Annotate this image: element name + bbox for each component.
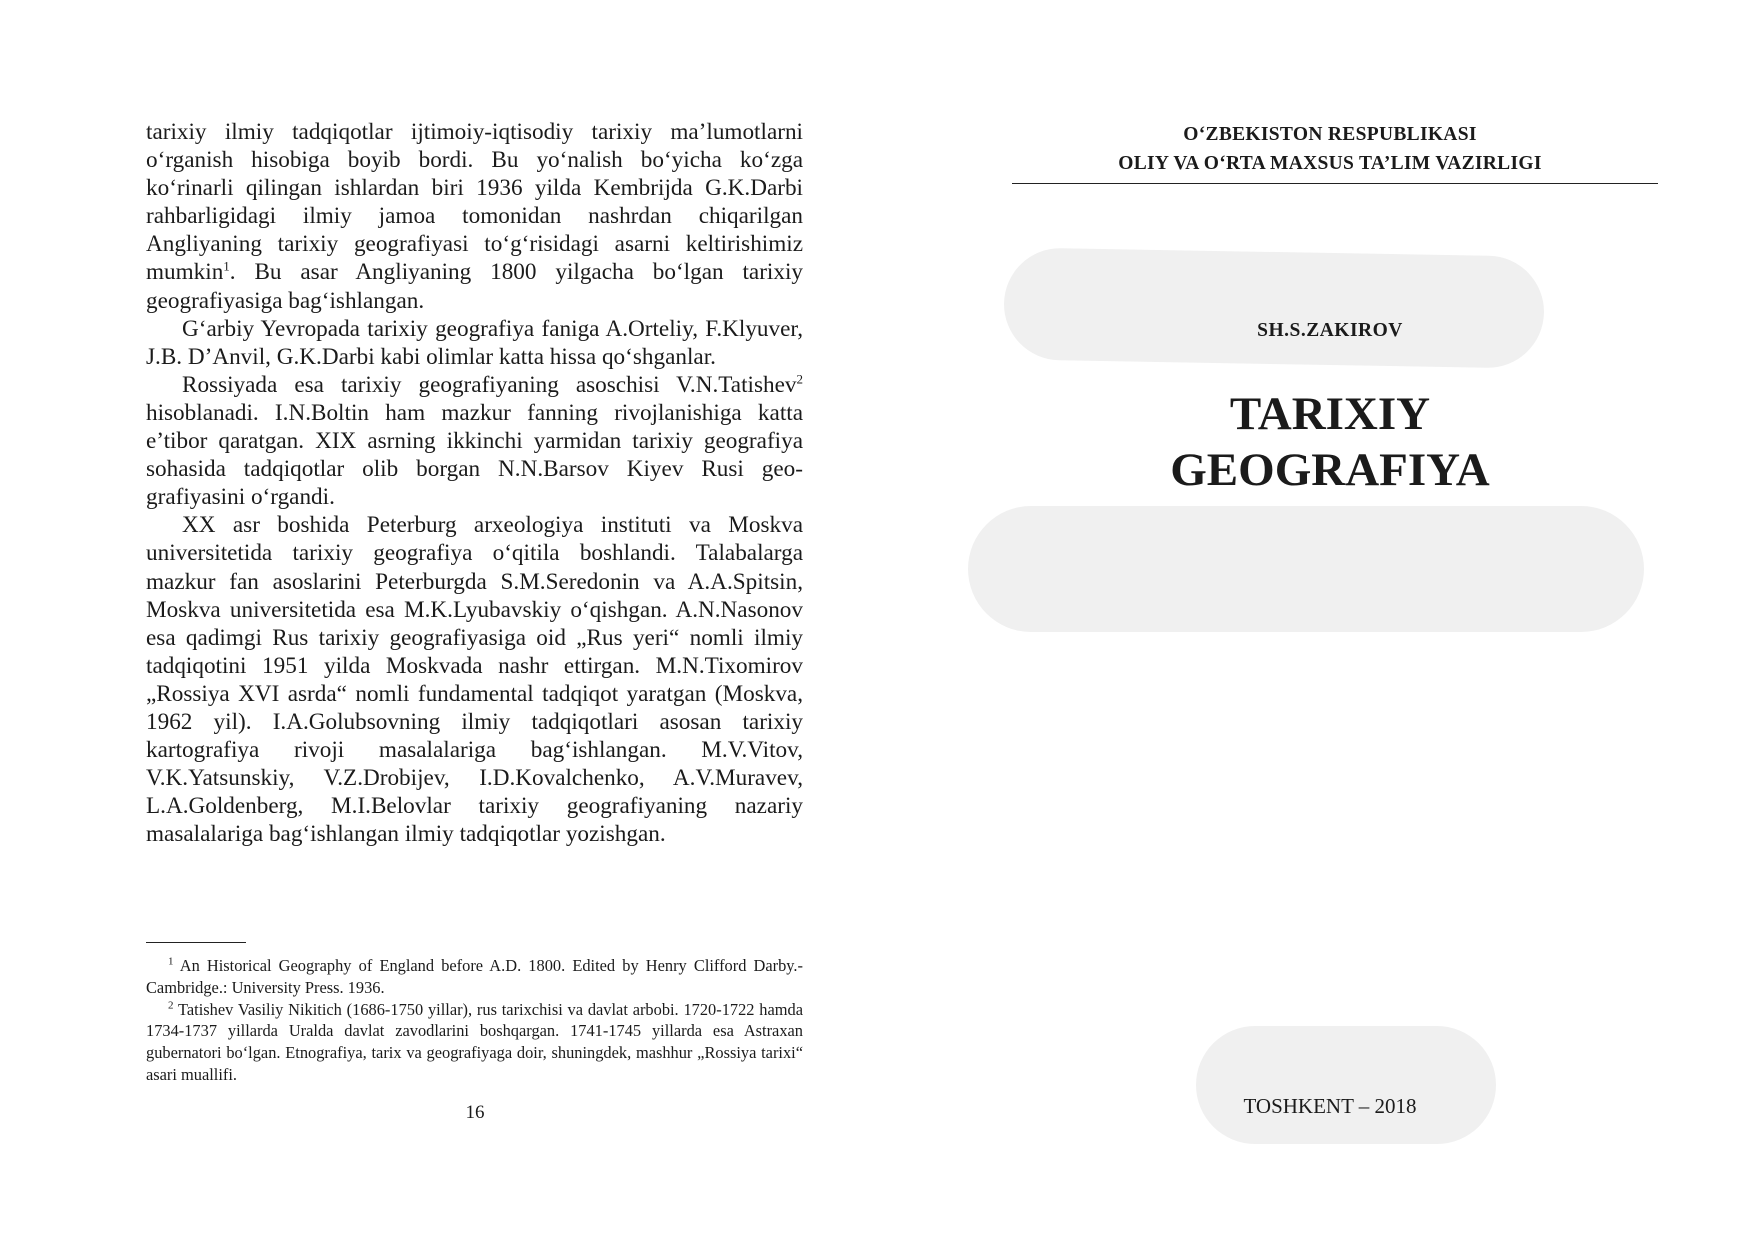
scan-smudge bbox=[1003, 247, 1545, 368]
paragraph-text: Rossiyada esa tarixiy geografiyaning asoschisi V.N.Tatishev bbox=[182, 371, 797, 398]
book-title bbox=[1080, 386, 1580, 498]
footnote bbox=[146, 955, 803, 999]
book-title-line: GEOGRAFIYA bbox=[1170, 444, 1490, 496]
footnote-mark: 1 bbox=[168, 955, 174, 968]
body-text bbox=[146, 118, 803, 848]
ministry-line: OLIY VA O‘RTA MAXSUS TA’LIM VAZIRLIGI bbox=[1118, 153, 1542, 174]
ministry-line: O‘ZBEKISTON RESPUBLIKASI bbox=[1183, 124, 1477, 145]
paragraph-text: hisoblanadi. I.N.Boltin ham mazkur fanning rivojlanishiga katta e’tibor qaratgan. XIX asrning ikkinchi yarmidan tarixiy geografiya sohasida tadqiqotlar olib borgan N.N.Barsov Kiyev Rusi geografiyasini o‘rgandi. bbox=[146, 399, 803, 511]
paragraph-text: . Bu asar Angliyaning 1800 yilgacha bo‘lgan tarixiy geografiyasiga bag‘ishlangan. bbox=[146, 259, 803, 314]
scan-smudge bbox=[1196, 1026, 1496, 1144]
footnote-text: Tatishev Vasiliy Nikitich (1686-1750 yillar), rus tarixchisi va davlat arbobi. 1720-1722 hamda 1734-1737 yillarda Uralda davlat zavodlarini boshqargan. 1741-1745 yillarda esa Astraxan gubernatori bo‘lgan. Etnografiya, tarix va geografiyaga doir, shuningdek, mashhur „Rossiya tarixi“ asari muallifi. bbox=[146, 999, 803, 1084]
footnote-mark: 2 bbox=[168, 999, 174, 1012]
paragraph bbox=[146, 511, 803, 848]
paragraph bbox=[146, 118, 803, 315]
footnote bbox=[146, 999, 803, 1086]
footnote-ref: 1 bbox=[223, 258, 230, 274]
page-number: 16 bbox=[465, 1102, 485, 1123]
scan-smudge bbox=[968, 506, 1644, 632]
paragraph-text: tarixiy ilmiy tadqiqotlar ijtimoiy-iqtisodiy tarixiy ma’lumotlarni o‘rganish hisobiga boyib bordi. Bu yo‘nalish bo‘yicha ko‘zga ko‘rinarli qilingan ishlardan biri 1936 yilda Kembrijda G.K.Darbi rahbarligidagi ilmiy jamoa tomonidan nashrdan chiqarilgan Angliyaning tarixiy geografiyasi to‘g‘risidagi asarni keltirishimiz mumkin bbox=[146, 119, 803, 286]
footnotes bbox=[146, 955, 803, 1086]
paragraph-text: XX asr boshida Peterburg arxeologiya instituti va Moskva universitetida tarixiy geografiya o‘qitila boshlandi. Talabalarga mazkur fan asoslarini Peterburgda S.M.Seredonin va A.A.Spitsin, Moskva universitetida esa M.K.Lyubavskiy o‘qishgan. A.N.Nasonov esa qadimgi Rus tarixiy geografiyasiga oid „Rus yeri“ nomli ilmiy tadqiqotini 1951 yilda Moskvada nashr ettirgan. M.N.Tixomirov „Rossiya XVI asrda“ nomli fundamental tadqiqot yaratgan (Moskva, 1962 yil). I.A.Golubsovning ilmiy tadqiqotlari asosan tarixiy kartografiya rivoji masalalariga bag‘ishlangan. M.V.Vitov, V.K.Yatsunskiy, V.Z.Drobijev, I.D.Kovalchenko, A.V.Muravev, L.A.Goldenberg, M.I.Belovlar tarixiy geografiyaning nazariy masalalariga bag‘ishlangan ilmiy tadqiqotlar yozishgan. bbox=[146, 512, 803, 848]
header-divider bbox=[1012, 183, 1658, 184]
footnote-text: An Historical Geography of England before A.D. 1800. Edited by Henry Clifford Darby.-Cambridge.: University Press. 1936. bbox=[146, 956, 803, 997]
paragraph bbox=[146, 315, 803, 371]
paragraph bbox=[146, 371, 803, 511]
footnote-divider bbox=[146, 942, 246, 943]
paragraph-text: G‘arbiy Yevropada tarixiy geografiya faniga A.Orteliy, F.Klyuver, J.B. D’Anvil, G.K.Darbi kabi olimlar katta hissa qo‘shganlar. bbox=[146, 315, 803, 370]
book-title-line: TARIXIY bbox=[1229, 388, 1431, 440]
footnote-ref: 2 bbox=[796, 371, 803, 387]
ministry-header bbox=[1030, 120, 1630, 178]
left-page bbox=[146, 118, 803, 848]
author: SH.S.ZAKIROV bbox=[1257, 320, 1403, 341]
place-year: TOSHKENT – 2018 bbox=[1243, 1094, 1417, 1118]
